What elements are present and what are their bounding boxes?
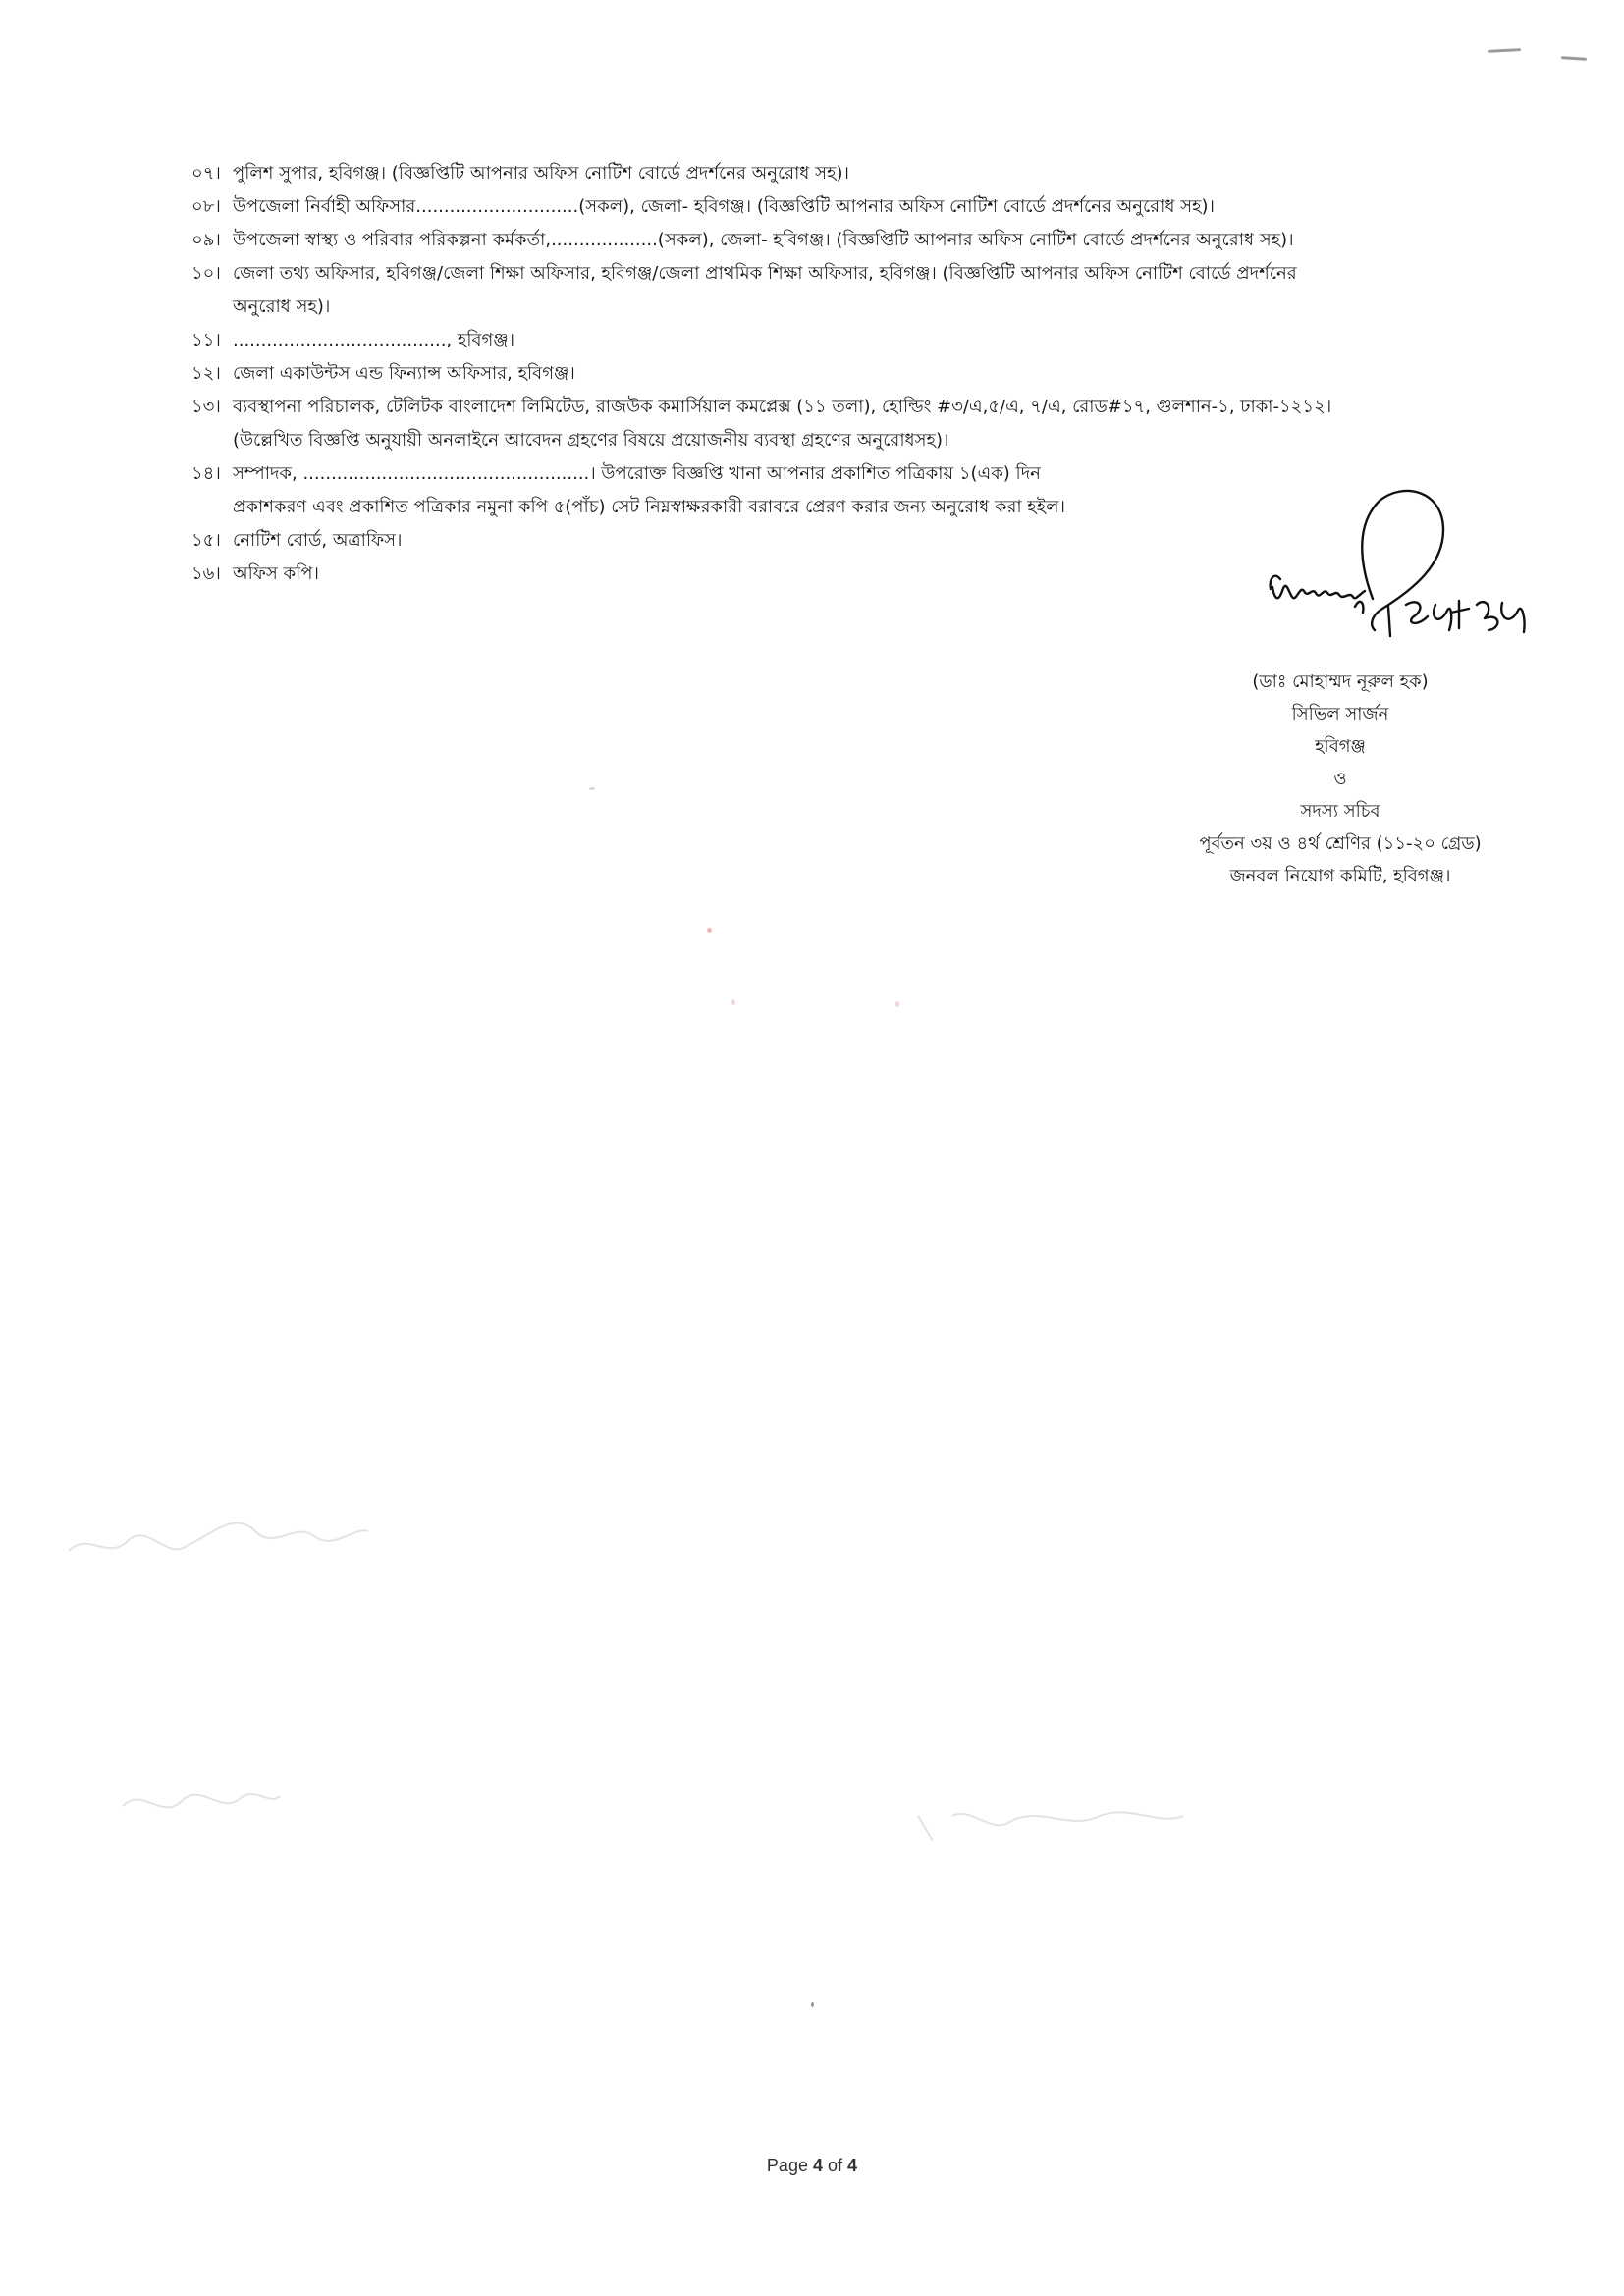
item-text xyxy=(233,257,1488,324)
item-number: ১৪। xyxy=(191,463,221,484)
show-through-mark xyxy=(118,1767,285,1836)
signatory-role: সদস্য সচিব xyxy=(1300,801,1380,822)
item-text: অফিস কপি। xyxy=(233,563,319,584)
item-line: প্রকাশকরণ এবং প্রকাশিত পত্রিকার নমুনা কপি ৫(পাঁচ) সেট নিম্নস্বাক্ষরকারী বরাবরে প্রেরণ করার জন্য অনুরোধ করা হইল। xyxy=(233,497,1065,517)
item-line: (উল্লেখিত বিজ্ঞপ্তি অনুযায়ী অনলাইনে আবেদন গ্রহণের বিষয়ে প্রয়োজনীয় ব্যবস্থা গ্রহণের অনুরোধসহ)। xyxy=(233,430,949,451)
scan-speck xyxy=(589,787,595,790)
item-number: ০৯। xyxy=(191,230,221,250)
list-item xyxy=(191,324,1488,357)
item-number: ১৬। xyxy=(191,563,221,584)
list-item xyxy=(191,224,1488,257)
scan-speck xyxy=(731,999,735,1005)
committee-line-1: পূর্বতন ৩য় ও ৪র্থ শ্রেণির (১১-২০ গ্রেড) xyxy=(1199,833,1482,854)
item-number: ০৭। xyxy=(191,163,221,184)
list-item xyxy=(191,157,1488,190)
committee-line-2: জনবল নিয়োগ কমিটি, হবিগঞ্জ। xyxy=(1229,866,1451,886)
item-number: ১০। xyxy=(191,263,221,284)
show-through-mark xyxy=(59,1492,373,1580)
show-through-mark xyxy=(913,1787,1188,1855)
item-number: ১২। xyxy=(191,363,221,384)
scan-mark xyxy=(1488,48,1521,53)
list-item xyxy=(191,357,1488,391)
scan-speck xyxy=(895,1001,899,1007)
list-item xyxy=(191,257,1488,324)
item-number: ১১। xyxy=(191,330,221,350)
item-text: উপজেলা নির্বাহী অফিসার.............................(সকল), জেলা- হবিগঞ্জ। (বিজ্ঞপ্তিটি আপনার অফিস নোটিশ বোর্ডে প্রদর্শনের অনুরোধ সহ)। xyxy=(233,196,1215,217)
scan-speck xyxy=(707,928,712,933)
item-text: ......................................, হবিগঞ্জ। xyxy=(233,330,515,350)
signatory-block xyxy=(1110,666,1571,892)
item-line: জেলা তথ্য অফিসার, হবিগঞ্জ/জেলা শিক্ষা অফিসার, হবিগঞ্জ/জেলা প্রাথমিক শিক্ষা অফিসার, হবিগঞ্জ। (বিজ্ঞপ্তিটি আপনার অফিস নোটিশ বোর্ডে প্রদর্শনের xyxy=(233,263,1297,284)
item-text: নোটিশ বোর্ড, অত্রাফিস। xyxy=(233,530,403,551)
current-page-number: 4 xyxy=(812,2156,823,2175)
item-text: পুলিশ সুপার, হবিগঞ্জ। (বিজ্ঞপ্তিটি আপনার অফিস নোটিশ বোর্ডে প্রদর্শনের অনুরোধ সহ)। xyxy=(233,163,849,184)
page-label: Page xyxy=(766,2156,808,2175)
page-of-label: of xyxy=(828,2156,843,2175)
item-number: ১৩। xyxy=(191,397,221,417)
signatory-designation: সিভিল সার্জন xyxy=(1291,704,1389,724)
item-line: অনুরোধ সহ)। xyxy=(233,296,331,317)
handwritten-signature xyxy=(1267,481,1561,677)
item-number: ০৮। xyxy=(191,196,221,217)
item-text: জেলা একাউন্টস এন্ড ফিন্যান্স অফিসার, হবিগঞ্জ। xyxy=(233,363,575,384)
list-item xyxy=(191,391,1488,457)
signatory-name: (ডাঃ মোহাম্মদ নূরুল হক) xyxy=(1252,671,1429,692)
signatory-conjunction: ও xyxy=(1333,769,1347,789)
item-line: সম্পাদক, ...................................................। উপরোক্ত বিজ্ঞপ্তি খানা আপনার প্রকাশিত পত্রিকায় ১(এক) দিন xyxy=(233,463,1041,484)
scan-speck xyxy=(811,2002,814,2007)
signatory-district: হবিগঞ্জ xyxy=(1315,736,1366,757)
item-number: ১৫। xyxy=(191,530,221,551)
total-page-number: 4 xyxy=(847,2156,858,2175)
item-text: উপজেলা স্বাস্থ্য ও পরিবার পরিকল্পনা কর্মকর্তা,...................(সকল), জেলা- হবিগঞ্জ। (বিজ্ঞপ্তিটি আপনার অফিস নোটিশ বোর্ডে প্রদর্শনের অনুরোধ সহ)। xyxy=(233,230,1294,250)
scan-mark xyxy=(1561,56,1587,61)
item-line: ব্যবস্থাপনা পরিচালক, টেলিটক বাংলাদেশ লিমিটেড, রাজউক কমার্সিয়াল কমপ্লেক্স (১১ তলা), হোল্ডিং #৩/এ,৫/এ, ৭/এ, রোড#১৭, গুলশান-১, ঢাকা-১২১২। xyxy=(233,397,1332,417)
page-footer xyxy=(0,2156,1624,2176)
item-text xyxy=(233,391,1488,457)
list-item xyxy=(191,190,1488,224)
